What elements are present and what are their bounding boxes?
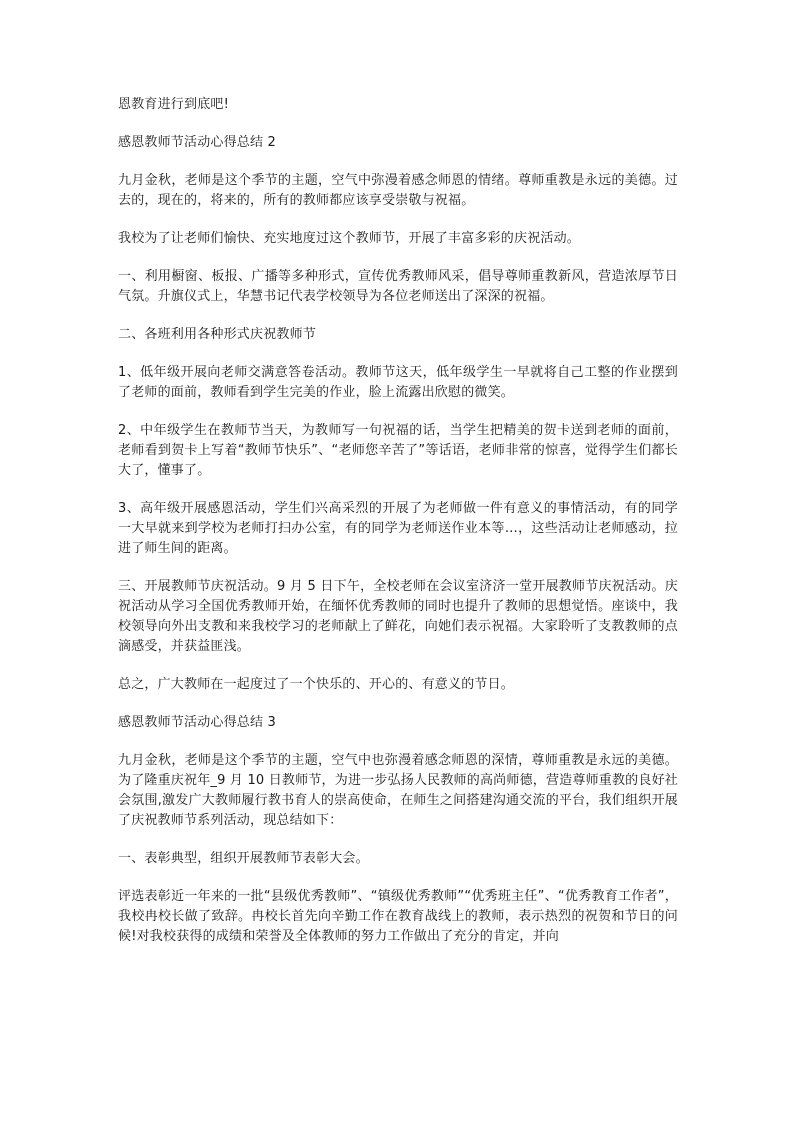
paragraph-middle-grade: 2、中年级学生在教师节当天，为教师写一句祝福的话，当学生把精美的贺卡送到老师的面前，老师看到贺卡上写着“教师节快乐”、“老师您辛苦了”等话语，老师非常的惊喜，觉得学生们都长大了，懂事了。	[118, 423, 678, 478]
heading-commendation: 一、表彰典型，组织开展教师节表彰大会。	[118, 851, 369, 866]
paragraph-point-3: 三、开展教师节庆祝活动。9 月 5 日下午，全校老师在会议室济济一堂开展教师节庆祝活动。庆祝活动从学习全国优秀教师开始，在缅怀优秀教师的同时也提升了教师的思想觉悟。座谈中，我校领导向外出支教和来我校学习的老师献上了鲜花，向她们表示祝福。大家聆听了支教教师的点滴感受，并获益匪浅。	[118, 579, 678, 654]
paragraph-point-1: 一、利用橱窗、板报、广播等多种形式，宣传优秀教师风采，倡导尊师重教新风，营造浓厚节日气氛。升旗仪式上，华慧书记代表学校领导为各位老师送出了深深的祝福。	[118, 269, 678, 304]
paragraph-celebration: 我校为了让老师们愉快、充实地度过这个教师节，开展了丰富多彩的庆祝活动。	[118, 231, 581, 246]
heading-class-activities: 二、各班利用各种形式庆祝教师节	[118, 327, 317, 342]
paragraph-conclusion: 总之，广大教师在一起度过了一个快乐的、开心的、有意义的节日。	[118, 677, 515, 692]
section-title-summary-3: 感恩教师节活动心得总结 3	[118, 715, 277, 730]
paragraph-upper-grade: 3、高年级开展感恩活动，学生们兴高采烈的开展了为老师做一件有意义的事情活动，有的同学一大早就来到学校为老师打扫办公室，有的同学为老师送作业本等…，这些活动让老师感动，拉进了师生间的距离。	[118, 501, 678, 556]
paragraph-intro-3: 九月金秋，老师是这个季节的主题，空气中也弥漫着感念师恩的深情，尊师重教是永远的美德。为了隆重庆祝年_9 月 10 日教师节，为进一步弘扬人民教师的高尚师德，营造尊师重教的良好社会氛围,激发广大教师履行教书育人的崇高使命，在师生之间搭建沟通交流的平台，我们组织开展了庆祝教师节系列活动，现总结如下：	[118, 753, 678, 828]
document-page	[118, 95, 678, 965]
paragraph-intro: 九月金秋，老师是这个季节的主题，空气中弥漫着感念师恩的情绪。尊师重教是永远的美德。过去的，现在的，将来的，所有的教师都应该享受崇敬与祝福。	[118, 173, 678, 208]
paragraph-closing-line: 恩教育进行到底吧!	[118, 97, 230, 112]
section-title-summary-2: 感恩教师节活动心得总结 2	[118, 135, 277, 150]
paragraph-commendation: 评选表彰近一年来的一批“县级优秀教师”、“镇级优秀教师”“优秀班主任”、“优秀教育工作者”，我校冉校长做了致辞。冉校长首先向辛勤工作在教育战线上的教师，表示热烈的祝贺和节日的问候!对我校获得的成绩和荣誉及全体教师的努力工作做出了充分的肯定，并向	[118, 889, 678, 944]
paragraph-lower-grade: 1、低年级开展向老师交满意答卷活动。教师节这天，低年级学生一早就将自己工整的作业摆到了老师的面前，教师看到学生完美的作业，脸上流露出欣慰的微笑。	[118, 365, 678, 400]
